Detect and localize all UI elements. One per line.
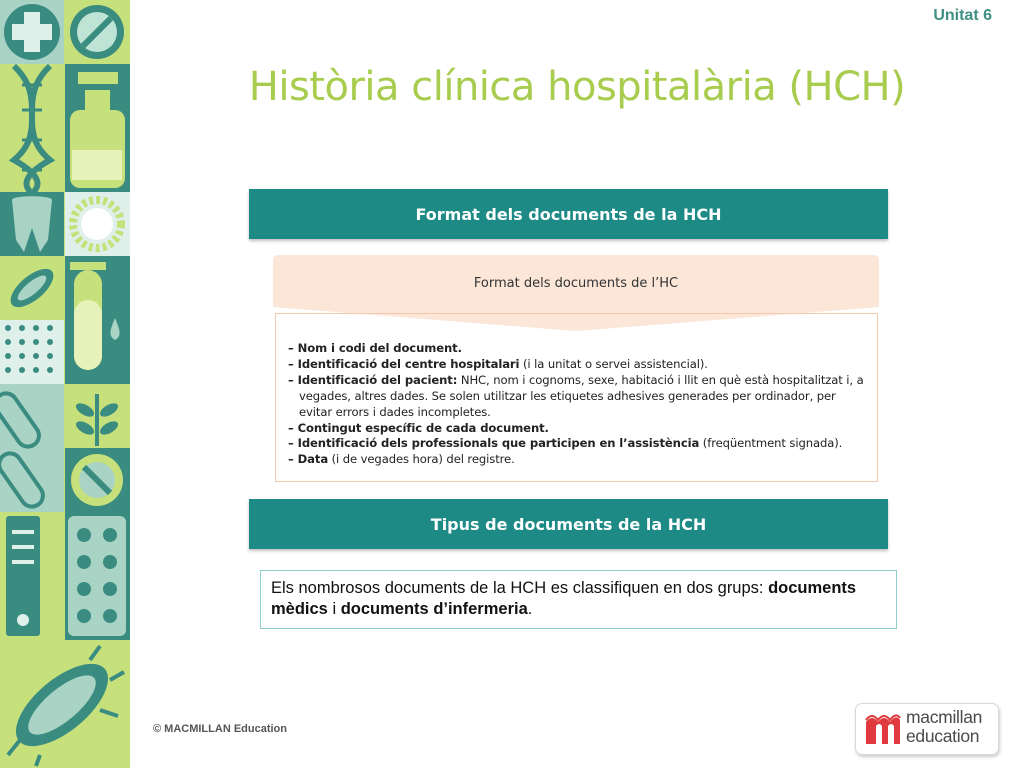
pill-icon-2 — [65, 448, 130, 512]
info-text-3: . — [527, 600, 533, 618]
list-item-rest: (freqüentment signada). — [699, 436, 843, 451]
info-text-2: i — [327, 600, 341, 618]
list-item-bold: – Nom i codi del document. — [288, 341, 462, 355]
dna-icon — [0, 64, 64, 192]
bacteria-icon — [0, 256, 64, 320]
test-tube-icon — [65, 256, 130, 384]
decorative-sidebar — [0, 0, 130, 768]
list-item — [288, 373, 869, 421]
pill-icon — [65, 0, 130, 64]
format-items-list — [275, 313, 878, 482]
list-item — [288, 436, 869, 452]
info-text-1: Els nombrosos documents de la HCH es classifiquen en dos grups: — [271, 579, 769, 597]
info-bold-2: documents d’infermeria — [340, 600, 528, 618]
list-item-rest: (i de vegades hora) del registre. — [328, 452, 515, 467]
spray-bottle-icon — [65, 64, 130, 192]
list-item-bold: – Identificació del centre hospitalari — [288, 356, 520, 371]
list-item-bold: – Data — [288, 452, 329, 467]
paperclip-icon — [0, 384, 64, 512]
logo-text — [906, 708, 982, 746]
info-bold-1: documents mèdics — [271, 579, 857, 618]
binder-icon — [0, 512, 64, 640]
list-item-bold: – Contingut específic de cada document. — [288, 420, 549, 435]
blister-pack-icon — [65, 512, 130, 640]
macmillan-logo-icon — [864, 710, 902, 748]
list-item — [288, 341, 869, 357]
list-item-bold: – Identificació dels professionals que participen en l’assistència — [288, 436, 700, 451]
logo-line-1: macmillan — [906, 707, 983, 727]
large-bacteria-icon — [0, 640, 130, 768]
unit-label: Unitat 6 — [933, 7, 992, 24]
card-title: Format dels documents de l’HC — [473, 276, 679, 291]
list-item — [288, 421, 869, 437]
list-item-rest: NHC, nom i cognoms, sexe, habitació i llit en què està hospitalitzat i, a vegades, altres dades. Se solen utilitzar les etiquetes adhesives generades per ordinador, per evitar errors i dades incompletes. — [299, 372, 864, 419]
logo-line-2: education — [906, 726, 980, 746]
format-section-header: Format dels documents de la HCH — [249, 189, 888, 239]
copyright-text: © MACMILLAN Education — [153, 723, 287, 735]
types-info-box — [260, 570, 897, 629]
page-title: Història clínica hospitalària (HCH) — [248, 64, 906, 110]
plant-icon — [65, 384, 130, 448]
list-item — [288, 357, 869, 373]
list-item-bold: – Identificació del pacient: — [288, 372, 458, 387]
medical-cross-icon — [0, 0, 64, 64]
virus-ring-icon — [65, 192, 130, 256]
macmillan-logo — [855, 703, 999, 755]
list-item-rest: (i la unitat o servei assistencial). — [519, 356, 708, 371]
list-item — [288, 452, 869, 468]
types-section-header: Tipus de documents de la HCH — [249, 499, 888, 549]
dot-pattern-icon — [0, 320, 64, 384]
tooth-icon — [0, 192, 64, 256]
